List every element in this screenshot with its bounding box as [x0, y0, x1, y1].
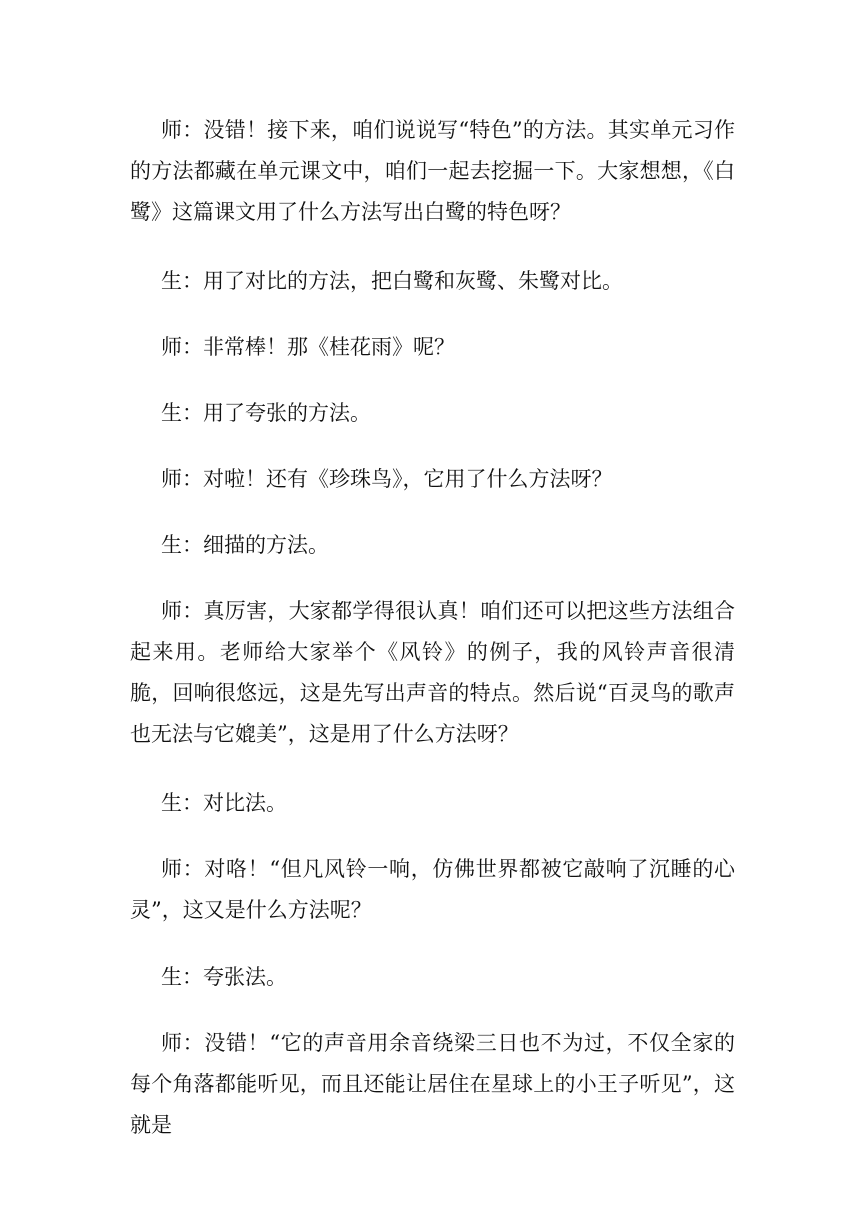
paragraph-teacher-2: 师：非常棒！那《桂花雨》呢？: [161, 335, 455, 359]
paragraph-student-5: 生：夸张法。: [161, 965, 287, 989]
paragraph-teacher-6: 师：没错！“它的声音用余音绕梁三日也不为过，不仅全家的每个角落都能听见，而且还能让居住在星球上的小王子听见”，这就是: [130, 1031, 735, 1137]
paragraph-student-3: 生：细描的方法。: [161, 533, 329, 557]
paragraph-teacher-3: 师：对啦！还有《珍珠鸟》，它用了什么方法呀？: [161, 467, 613, 491]
paragraph-student-4: 生：对比法。: [161, 791, 287, 815]
paragraph-student-1: 生：用了对比的方法，把白鹭和灰鹭、朱鹭对比。: [161, 269, 623, 293]
paragraph-teacher-4: 师：真厉害，大家都学得很认真！咱们还可以把这些方法组合起来用。老师给大家举个《风铃》的例子，我的风铃声音很清脆，回响很悠远，这是先写出声音的特点。然后说“百灵鸟的歌声也无法与它媲美”，这是用了什么方法呀？: [130, 599, 735, 746]
paragraph-teacher-5: 师：对咯！“但凡风铃一响，仿佛世界都被它敲响了沉睡的心灵”，这又是什么方法呢？: [130, 857, 735, 922]
paragraph-teacher-1: 师：没错！接下来，咱们说说写“特色”的方法。其实单元习作的方法都藏在单元课文中，咱们一起去挖掘一下。大家想想，《白鹭》这篇课文用了什么方法写出白鹭的特色呀？: [130, 118, 735, 224]
paragraph-student-2: 生：用了夸张的方法。: [161, 401, 371, 425]
